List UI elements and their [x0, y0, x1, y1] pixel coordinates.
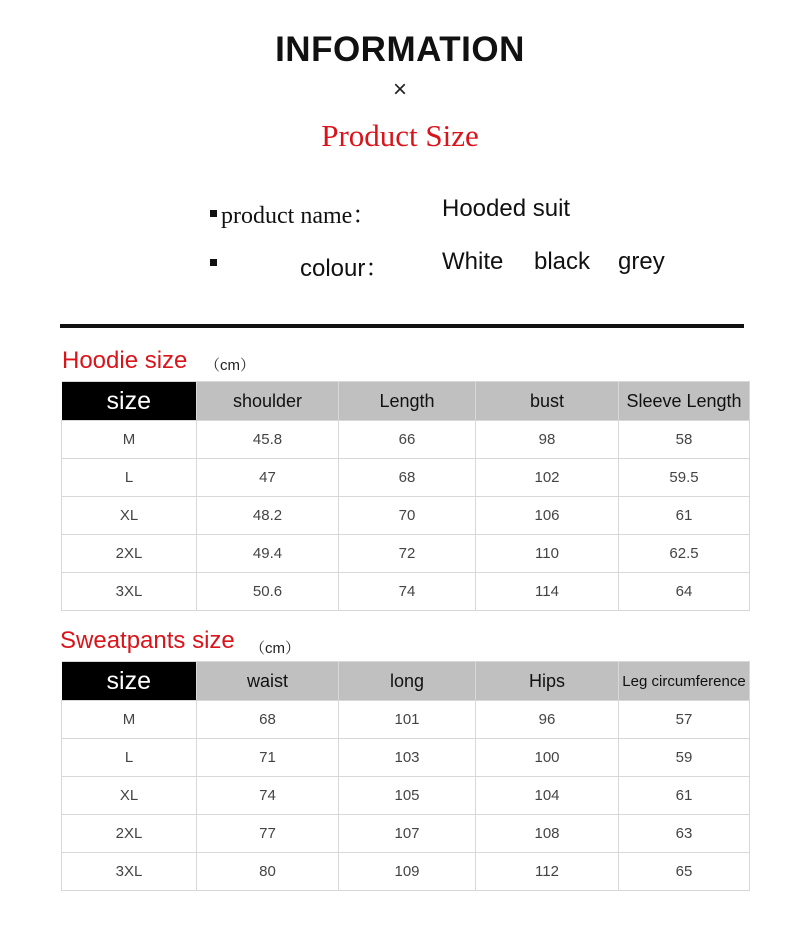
column-header: size [62, 382, 197, 421]
header-row [62, 662, 750, 701]
column-header: Sleeve Length [619, 382, 750, 421]
table-cell: 74 [339, 573, 476, 611]
column-header: Length [339, 382, 476, 421]
column-header: size [62, 662, 197, 701]
table-cell: XL [62, 497, 197, 535]
table-cell: 3XL [62, 573, 197, 611]
table-row [62, 573, 750, 611]
table-cell: 57 [619, 701, 750, 739]
header-row [62, 382, 750, 421]
table-cell: 59 [619, 739, 750, 777]
colour-white: White [442, 248, 504, 275]
table-cell: 59.5 [619, 459, 750, 497]
table-cell: M [62, 421, 197, 459]
table-cell: 106 [476, 497, 619, 535]
divider [60, 324, 744, 328]
column-header: long [339, 662, 476, 701]
column-header: waist [197, 662, 339, 701]
table-cell: 104 [476, 777, 619, 815]
table-row [62, 497, 750, 535]
table-cell: 70 [339, 497, 476, 535]
times-separator: × [392, 76, 407, 103]
table-row [62, 421, 750, 459]
table-cell: 110 [476, 535, 619, 573]
table-cell: 71 [197, 739, 339, 777]
product-name-label: product name： [221, 203, 377, 229]
table-cell: 2XL [62, 815, 197, 853]
sweatpants-size-title: Sweatpants size [60, 627, 235, 654]
table-cell: 45.8 [197, 421, 339, 459]
table-cell: 77 [197, 815, 339, 853]
page-title: INFORMATION [275, 30, 525, 69]
sweatpants-unit: （cm） [250, 640, 300, 657]
table-cell: 80 [197, 853, 339, 891]
section-subtitle: Product Size [321, 118, 479, 153]
colour-grey: grey [618, 248, 665, 275]
column-header: shoulder [197, 382, 339, 421]
bullet-icon [210, 259, 217, 266]
table-cell: 63 [619, 815, 750, 853]
table-cell: 64 [619, 573, 750, 611]
table-cell: 98 [476, 421, 619, 459]
table-cell: 102 [476, 459, 619, 497]
table-cell: 65 [619, 853, 750, 891]
table-cell: 66 [339, 421, 476, 459]
table-cell: M [62, 701, 197, 739]
table-cell: 72 [339, 535, 476, 573]
table-cell: XL [62, 777, 197, 815]
column-header: bust [476, 382, 619, 421]
table-cell: 2XL [62, 535, 197, 573]
table-cell: 49.4 [197, 535, 339, 573]
table-cell: L [62, 739, 197, 777]
table-row [62, 853, 750, 891]
table-row [62, 815, 750, 853]
table-cell: 74 [197, 777, 339, 815]
table-cell: 105 [339, 777, 476, 815]
table-cell: 68 [197, 701, 339, 739]
colour-label: colour： [300, 255, 390, 282]
table-cell: 112 [476, 853, 619, 891]
table-cell: 61 [619, 497, 750, 535]
table-cell: 68 [339, 459, 476, 497]
table-cell: 103 [339, 739, 476, 777]
column-header: Leg circumference [619, 662, 750, 701]
table-cell: 96 [476, 701, 619, 739]
table-cell: 109 [339, 853, 476, 891]
hoodie-unit: （cm） [205, 357, 255, 374]
hoodie-size-table [61, 381, 750, 611]
table-cell: 3XL [62, 853, 197, 891]
table-row [62, 777, 750, 815]
table-row [62, 459, 750, 497]
table-cell: 58 [619, 421, 750, 459]
table-cell: 47 [197, 459, 339, 497]
table-row [62, 535, 750, 573]
table-cell: 114 [476, 573, 619, 611]
column-header: Hips [476, 662, 619, 701]
table-row [62, 701, 750, 739]
table-cell: 100 [476, 739, 619, 777]
table-cell: 62.5 [619, 535, 750, 573]
product-name-value: Hooded suit [442, 195, 571, 222]
table-cell: L [62, 459, 197, 497]
bullet-icon [210, 210, 217, 217]
table-cell: 101 [339, 701, 476, 739]
table-cell: 107 [339, 815, 476, 853]
table-cell: 108 [476, 815, 619, 853]
hoodie-size-title: Hoodie size [62, 347, 188, 374]
colour-black: black [534, 248, 591, 275]
table-cell: 61 [619, 777, 750, 815]
sweatpants-size-table [61, 661, 750, 891]
table-row [62, 739, 750, 777]
table-cell: 48.2 [197, 497, 339, 535]
table-cell: 50.6 [197, 573, 339, 611]
